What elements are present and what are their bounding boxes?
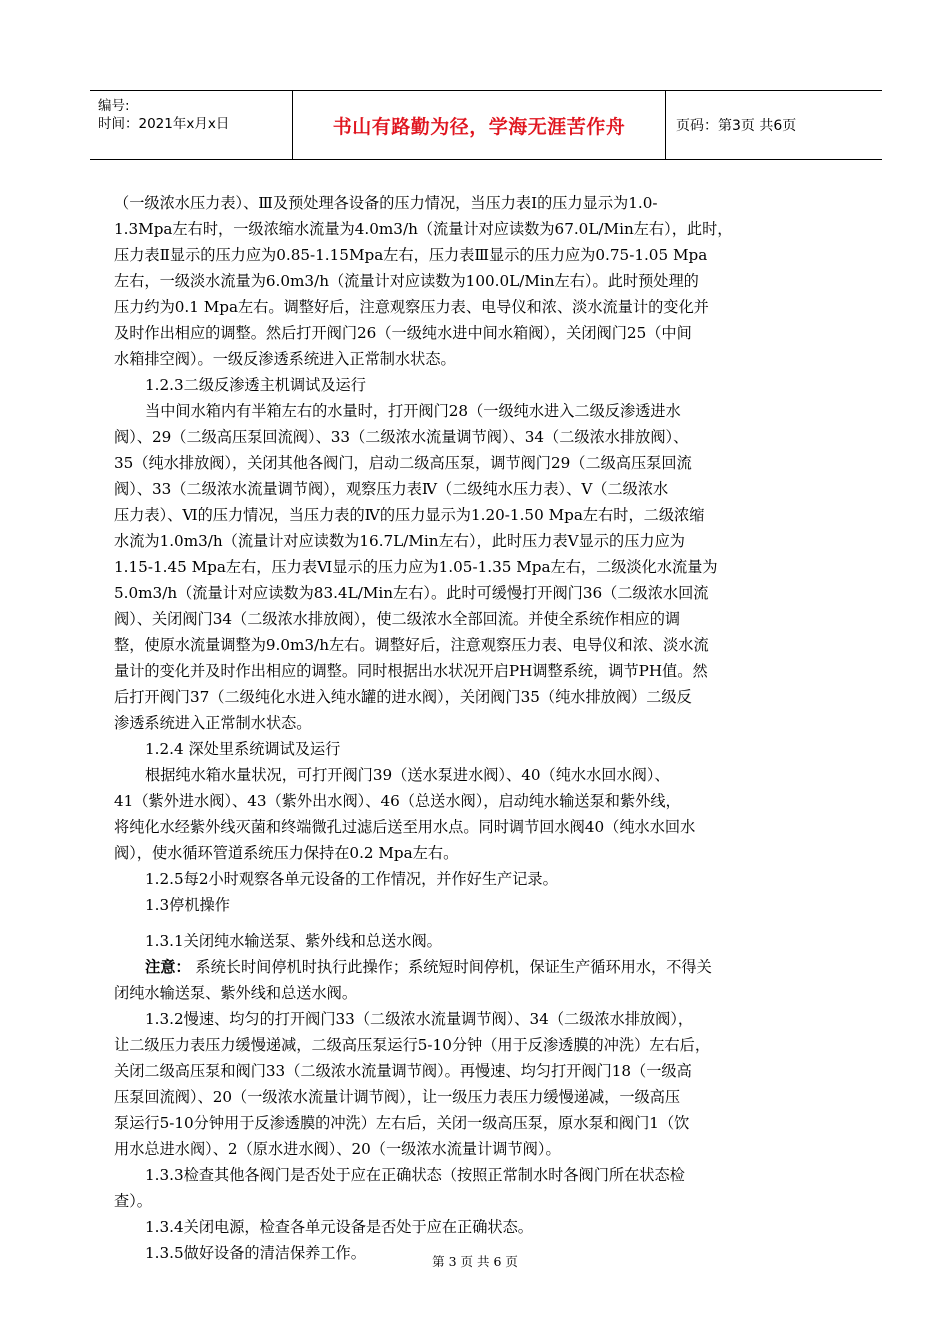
- section-heading: 1.2.4 深处里系统调试及运行: [145, 740, 341, 758]
- body-line: （一级浓水压力表）、Ⅲ及预处理各设备的压力情况，当压力表Ⅰ的压力显示为1.0-: [114, 194, 658, 212]
- body-line: 压泵回流阀）、20（一级浓水流量计调节阀），让一级压力表压力缓慢递减，一级高压: [114, 1088, 681, 1106]
- page-footer: 第 3 页 共 6 页: [432, 1254, 518, 1269]
- document-number-label: 编号:: [98, 98, 130, 114]
- note-label: 注意：: [145, 958, 191, 976]
- body-line: 1.3.2慢速、均匀的打开阀门33（二级浓水流量调节阀）、34（二级浓水排放阀），: [145, 1010, 694, 1028]
- body-line: 及时作出相应的调整。然后打开阀门26（一级纯水进中间水箱阀），关闭阀门25（中间: [114, 324, 692, 342]
- section-heading: 1.2.3二级反渗透主机调试及运行: [145, 376, 366, 394]
- body-line: 阀）、33（二级浓水流量调节阀），观察压力表Ⅳ（二级纯水压力表）、Ⅴ（二级浓水: [114, 480, 669, 498]
- document-body: [114, 190, 854, 1266]
- body-line: 1.3Mpa左右时，一级浓缩水流量为4.0m3/h（流量计对应读数为67.0L/Min左右），此时，: [114, 220, 733, 238]
- header-page-cell: [666, 91, 882, 159]
- body-line: 压力表）、Ⅵ的压力情况，当压力表的Ⅳ的压力显示为1.20-1.50 Mpa左右时，二级浓缩: [114, 506, 705, 524]
- body-line: 后打开阀门37（二级纯化水进入纯水罐的进水阀），关闭阀门35（纯水排放阀）二级反: [114, 688, 692, 706]
- body-line: 泵运行5-10分钟用于反渗透膜的冲洗）左右后，关闭一级高压泵，原水泵和阀门1（饮: [114, 1114, 690, 1132]
- body-line: 阀）、29（二级高压泵回流阀）、33（二级浓水流量调节阀）、34（二级浓水排放阀）、: [114, 428, 689, 446]
- body-line: 整，使原水流量调整为9.0m3/h左右。调整好后，注意观察压力表、电导仪和浓、淡水流: [114, 636, 709, 654]
- body-line: 1.3.5做好设备的清洁保养工作。: [145, 1244, 366, 1262]
- body-line: 让二级压力表压力缓慢递减，二级高压泵运行5-10分钟（用于反渗透膜的冲洗）左右后，: [114, 1036, 711, 1054]
- body-line: 当中间水箱内有半箱左右的水量时，打开阀门28（一级纯水进入二级反渗透进水: [145, 402, 681, 420]
- body-line: 41（紫外进水阀）、43（紫外出水阀）、46（总送水阀），启动纯水输送泵和紫外线，: [114, 792, 681, 810]
- note-line: [114, 954, 854, 980]
- body-line: 压力表Ⅱ显示的压力应为0.85-1.15Mpa左右，压力表Ⅲ显示的压力应为0.75-1.05 Mpa: [114, 246, 708, 264]
- body-line: 根据纯水箱水量状况，可打开阀门39（送水泵进水阀）、40（纯水水回水阀）、: [145, 766, 670, 784]
- body-line: 将纯化水经紫外线灭菌和终端微孔过滤后送至用水点。同时调节回水阀40（纯水水回水: [114, 818, 696, 836]
- body-line: 35（纯水排放阀），关闭其他各阀门，启动二级高压泵，调节阀门29（二级高压泵回流: [114, 454, 692, 472]
- header-page-label: 页码：第3页 共6页: [676, 118, 797, 134]
- body-line: 水箱排空阀）。一级反渗透系统进入正常制水状态。: [114, 350, 456, 368]
- body-line: 1.2.5每2小时观察各单元设备的工作情况，并作好生产记录。: [145, 870, 558, 888]
- header-motto: 书山有路勤为径，学海无涯苦作舟: [332, 115, 626, 138]
- body-line: 1.15-1.45 Mpa左右，压力表Ⅵ显示的压力应为1.05-1.35 Mpa左右，二级淡化水流量为: [114, 558, 718, 576]
- body-line: 阀）、关闭阀门34（二级浓水排放阀），使二级浓水全部回流。并使全系统作相应的调: [114, 610, 681, 628]
- spacer: [114, 918, 854, 928]
- body-line: 用水总进水阀）、2（原水进水阀）、20（一级浓水流量计调节阀）。: [114, 1140, 561, 1158]
- body-line: 1.3.3检查其他各阀门是否处于应在正确状态（按照正常制水时各阀门所在状态检: [145, 1166, 685, 1184]
- body-line: 1.3.4关闭电源，检查各单元设备是否处于应在正确状态。: [145, 1218, 533, 1236]
- header-table: [90, 90, 882, 160]
- body-line: 1.3.1关闭纯水输送泵、紫外线和总送水阀。: [145, 932, 442, 950]
- body-line: 闭纯水输送泵、紫外线和总送水阀。: [114, 984, 357, 1002]
- note-text: 系统长时间停机时执行此操作；系统短时间停机，保证生产循环用水，不得关: [190, 958, 712, 976]
- body-line: 关闭二级高压泵和阀门33（二级浓水流量调节阀）。再慢速、均匀打开阀门18（一级高: [114, 1062, 692, 1080]
- header-left-cell: [90, 91, 293, 159]
- header-motto-cell: [293, 91, 666, 159]
- body-line: 渗透系统进入正常制水状态。: [114, 714, 312, 732]
- document-time-label: 时间：2021年x月x日: [98, 116, 230, 132]
- body-line: 左右，一级淡水流量为6.0m3/h（流量计对应读数为100.0L/Min左右）。此时预处理的: [114, 272, 699, 290]
- section-heading: 1.3停机操作: [145, 896, 230, 914]
- body-line: 查）。: [114, 1192, 152, 1210]
- body-line: 5.0m3/h（流量计对应读数为83.4L/Min左右）。此时可缓慢打开阀门36（二级浓水回流: [114, 584, 709, 602]
- body-line: 水流为1.0m3/h（流量计对应读数为16.7L/Min左右），此时压力表Ⅴ显示的压力应为: [114, 532, 685, 550]
- body-line: 阀），使水循环管道系统压力保持在0.2 Mpa左右。: [114, 844, 459, 862]
- body-line: 压力约为0.1 Mpa左右。调整好后，注意观察压力表、电导仪和浓、淡水流量计的变化并: [114, 298, 709, 316]
- body-line: 量计的变化并及时作出相应的调整。同时根据出水状况开启PH调整系统，调节PH值。然: [114, 662, 708, 680]
